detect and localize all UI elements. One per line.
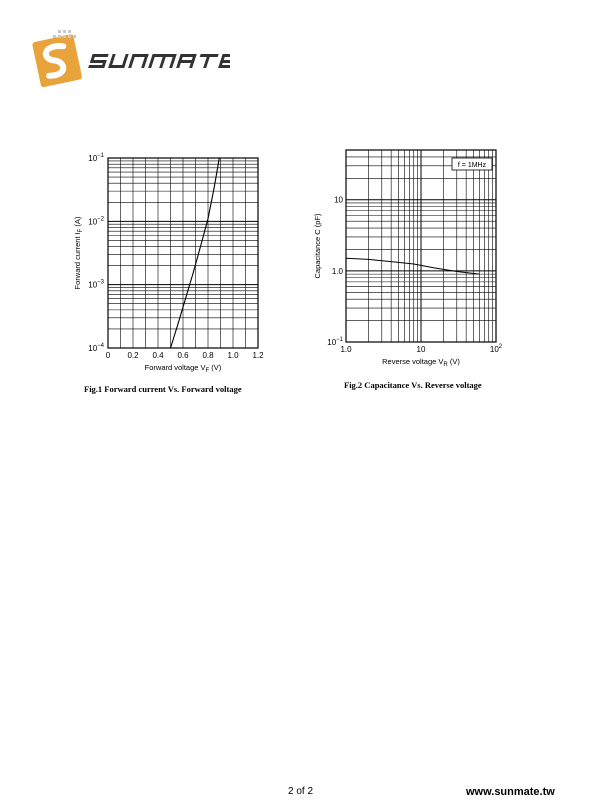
chart-1-grid [108,158,258,348]
frequency-annotation: f = 1MHz [457,162,487,169]
x-tick-label: 0.4 [152,351,164,360]
x-axis-title: Reverse voltage $V_R$ (V) [382,357,460,368]
capacitance-chart [300,138,522,378]
figure-2-caption: Fig.2 Capacitance Vs. Reverse voltage [344,380,482,390]
x-tick-label: 1.0 [227,351,239,360]
y-tick-label: 10 [334,195,343,205]
sunmate-logo-mark [30,28,230,94]
capacitance-curve [346,258,479,274]
forward-current-chart [58,144,280,380]
x-tick-label: 1.0 [340,345,352,354]
figure-1-caption: Fig.1 Forward current Vs. Forward voltage [84,384,242,394]
y-tick-label: $10^{-3}$ [88,279,104,290]
y-tick-label: $10^{-2}$ [88,216,104,227]
forward-current-curve [171,158,220,348]
x-tick-label: 0 [105,351,111,360]
sunmate-logo [30,28,230,94]
forward-current-plot [58,144,280,380]
x-tick-label: 0.2 [127,351,139,360]
x-tick-label: 1.2 [252,351,264,360]
y-tick-label: $10^{-1}$ [88,153,104,163]
x-tick-label: 10 [416,345,426,354]
page-number: 2 of 2 [288,786,314,797]
y-tick-label: $10^{-1}$ [327,337,343,347]
website-url: www.sunmate.tw [466,786,555,798]
x-tick-label: $10^2$ [489,344,503,354]
x-tick-label: 0.8 [202,351,214,360]
y-axis-title: Forward current $I_F$ (A) [73,216,84,290]
chart-2-grid [346,150,496,342]
x-tick-label: 0.6 [177,351,189,360]
y-axis-title: Capacitance C (pF) [313,213,322,279]
capacitance-plot [300,138,522,378]
y-tick-label: 1.0 [331,266,343,276]
x-axis-title: Forward voltage $V_F$ (V) [144,363,222,374]
y-tick-label: $10^{-4}$ [88,343,104,353]
